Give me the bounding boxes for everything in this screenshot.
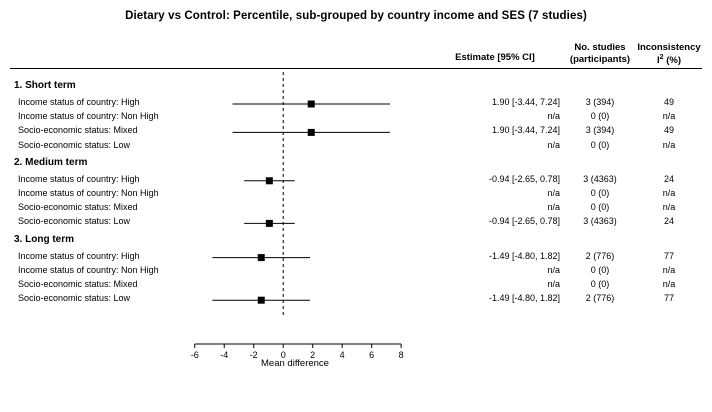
row-inconsistency: n/a xyxy=(662,111,676,122)
x-axis-label: Mean difference xyxy=(261,358,329,369)
point-estimate-marker xyxy=(308,129,315,136)
point-estimate-marker xyxy=(266,220,273,227)
group-heading: 1. Short term xyxy=(14,80,76,91)
page-title: Dietary vs Control: Percentile, sub-grouped by country income and SES (7 studies) xyxy=(125,10,587,22)
row-label: Income status of country: Non High xyxy=(18,188,159,198)
row-estimate: n/a xyxy=(547,264,560,275)
row-inconsistency: n/a xyxy=(662,139,676,150)
row-label: Income status of country: Non High xyxy=(18,111,159,122)
x-axis-tick-label: 6 xyxy=(369,350,375,360)
row-inconsistency: 77 xyxy=(663,293,674,304)
row-studies: 3 (394) xyxy=(585,97,615,107)
row-inconsistency: n/a xyxy=(662,264,676,275)
row-estimate: 1.90 [-3.44, 7.24] xyxy=(491,97,560,107)
i2-unit: (%) xyxy=(663,55,681,67)
row-studies: 0 (0) xyxy=(590,202,610,213)
column-header-inconsistency-line1: Inconsistency xyxy=(637,42,701,53)
row-inconsistency: 24 xyxy=(663,216,674,227)
row-inconsistency: 24 xyxy=(663,173,674,184)
column-header-estimate: Estimate [95% CI] xyxy=(455,52,535,63)
i2-superscript: 2 xyxy=(659,53,664,61)
row-estimate: -1.49 [-4.80, 1.82] xyxy=(488,250,560,261)
row-label: Income status of country: Non High xyxy=(18,264,159,275)
x-axis-tick-label: 2 xyxy=(310,350,316,360)
header-rule xyxy=(10,68,702,69)
row-label: Socio-economic status: Mixed xyxy=(18,202,138,213)
x-axis-tick-label: -6 xyxy=(190,350,199,360)
row-studies: 2 (776) xyxy=(585,293,615,304)
x-axis-tick-label: 8 xyxy=(398,350,404,360)
row-estimate: n/a xyxy=(547,202,560,213)
row-inconsistency: n/a xyxy=(662,279,676,289)
row-studies: 3 (4363) xyxy=(583,216,617,227)
x-axis-tick-label: -4 xyxy=(220,350,229,360)
point-estimate-marker xyxy=(266,177,273,184)
row-studies: 0 (0) xyxy=(590,111,610,122)
row-estimate: n/a xyxy=(547,188,560,198)
group-heading: 3. Long term xyxy=(14,233,75,245)
row-studies: 3 (4363) xyxy=(583,173,617,184)
column-header-inconsistency xyxy=(630,42,708,67)
row-label: Socio-economic status: Mixed xyxy=(18,279,138,289)
group-heading: 2. Medium term xyxy=(14,156,88,168)
row-estimate: 1.90 [-3.44, 7.24] xyxy=(491,125,560,136)
row-estimate: -0.94 [-2.65, 0.78] xyxy=(488,216,560,227)
row-inconsistency: n/a xyxy=(662,202,676,213)
x-axis-tick-label: -2 xyxy=(249,350,258,360)
row-label: Income status of country: High xyxy=(18,250,140,261)
column-header-studies xyxy=(560,42,640,66)
row-studies: 0 (0) xyxy=(590,139,610,150)
column-header-studies-line2: (participants) xyxy=(569,53,631,65)
row-estimate: n/a xyxy=(547,139,560,150)
column-header-inconsistency-line2 xyxy=(630,54,708,67)
row-label: Socio-economic status: Mixed xyxy=(18,125,138,136)
point-estimate-marker xyxy=(308,101,315,108)
row-studies: 2 (776) xyxy=(585,250,615,261)
row-estimate: -0.94 [-2.65, 0.78] xyxy=(488,173,560,184)
row-label: Income status of country: High xyxy=(18,173,140,184)
row-inconsistency: 77 xyxy=(663,250,674,261)
row-estimate: -1.49 [-4.80, 1.82] xyxy=(488,293,560,304)
i2-symbol: I xyxy=(657,55,660,67)
x-axis-tick-label: 4 xyxy=(339,350,345,360)
row-label: Income status of country: High xyxy=(18,97,140,107)
point-estimate-marker xyxy=(258,254,265,261)
point-estimate-marker xyxy=(258,297,265,304)
row-studies: 0 (0) xyxy=(590,279,610,289)
row-studies: 3 (394) xyxy=(585,125,615,136)
row-studies: 0 (0) xyxy=(590,188,610,198)
row-inconsistency: 49 xyxy=(663,125,674,136)
row-label: Socio-economic status: Low xyxy=(18,293,131,304)
row-label: Socio-economic status: Low xyxy=(18,139,131,150)
row-inconsistency: n/a xyxy=(662,188,676,198)
column-header-studies-line1: No. studies xyxy=(574,42,626,53)
row-label: Socio-economic status: Low xyxy=(18,216,131,227)
x-axis-tick-label: 0 xyxy=(280,350,286,360)
row-estimate: n/a xyxy=(547,111,560,122)
row-inconsistency: 49 xyxy=(663,97,674,107)
row-studies: 0 (0) xyxy=(590,264,610,275)
row-estimate: n/a xyxy=(547,279,560,289)
